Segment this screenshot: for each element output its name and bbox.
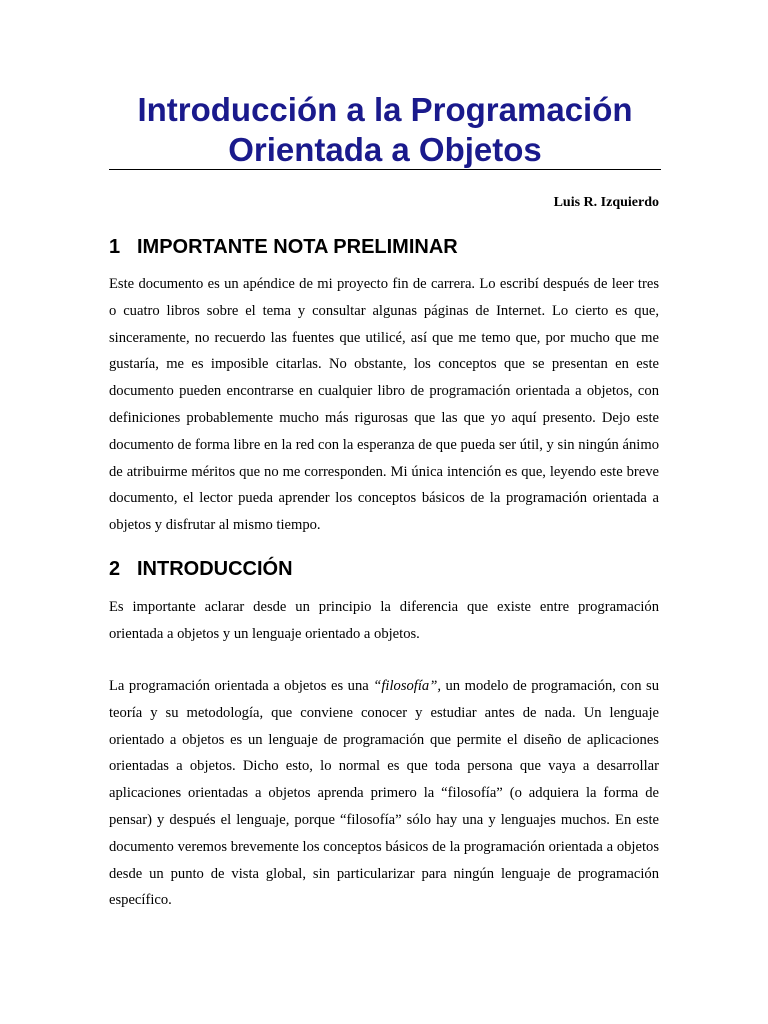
- filosofia-emphasis: “filosofía”,: [373, 678, 441, 694]
- section-2-paragraph-1: Es importante aclarar desde un principio la diferencia que existe entre programación orientada a objetos y un lenguaje orientado a objetos.: [109, 599, 659, 642]
- title-line-2: Orientada a Objetos: [228, 131, 542, 168]
- title-line-1: Introducción a la Programación: [137, 91, 633, 128]
- section-2-number: 2: [109, 558, 121, 580]
- paragraph-2-text-start: La programación orientada a objetos es una: [109, 678, 374, 694]
- title-divider: [109, 169, 661, 170]
- section-2-paragraph-2: [109, 673, 659, 914]
- section-2-heading: [109, 556, 661, 582]
- section-1-number: 1: [109, 236, 121, 258]
- section-2-title: INTRODUCCIÓN: [137, 558, 293, 580]
- section-1-heading: [109, 234, 661, 260]
- paragraph-2-text-rest: un modelo de programación, con su teoría y su metodología, que conviene conocer y estudiar antes de nada. Un lenguaje orientado a objetos es un lenguaje de programación que permite el diseño de aplicaciones orientadas a objetos. Dicho esto, lo normal es que toda persona que vaya a desarrollar aplicaciones orientadas a objetos aprenda primero la “filosofía” (o adquiera la forma de pensar) y después el lenguaje, porque “filosofía” sólo hay una y lenguajes muchos. En este documento veremos brevemente los conceptos básicos de la programación orientada a objetos desde un punto de vista global, sin particularizar para ningún lenguaje de programación específico.: [109, 678, 659, 909]
- section-1-title: IMPORTANTE NOTA PRELIMINAR: [137, 236, 458, 258]
- section-1-paragraph-1: Este documento es un apéndice de mi proyecto fin de carrera. Lo escribí después de leer tres o cuatro libros sobre el tema y consultar algunas páginas de Internet. Lo cierto es que, sinceramente, no recuerdo las fuentes que utilicé, así que me temo que, por mucho que me gustaría, me es imposible citarlas. No obstante, los conceptos que se presentan en este documento pueden encontrarse en cualquier libro de programación orientada a objetos, con definiciones probablemente mucho más rigurosas que las que yo aquí presento. Dejo este documento de forma libre en la red con la esperanza de que pueda ser útil, y sin ningún ánimo de atribuirme méritos que no me corresponden. Mi única intención es que, leyendo este breve documento, el lector pueda aprender los conceptos básicos de la programación orientada a objetos y disfrutar al mismo tiempo.: [109, 276, 659, 534]
- document-title: [109, 90, 661, 170]
- author-name: Luis R. Izquierdo: [553, 195, 659, 210]
